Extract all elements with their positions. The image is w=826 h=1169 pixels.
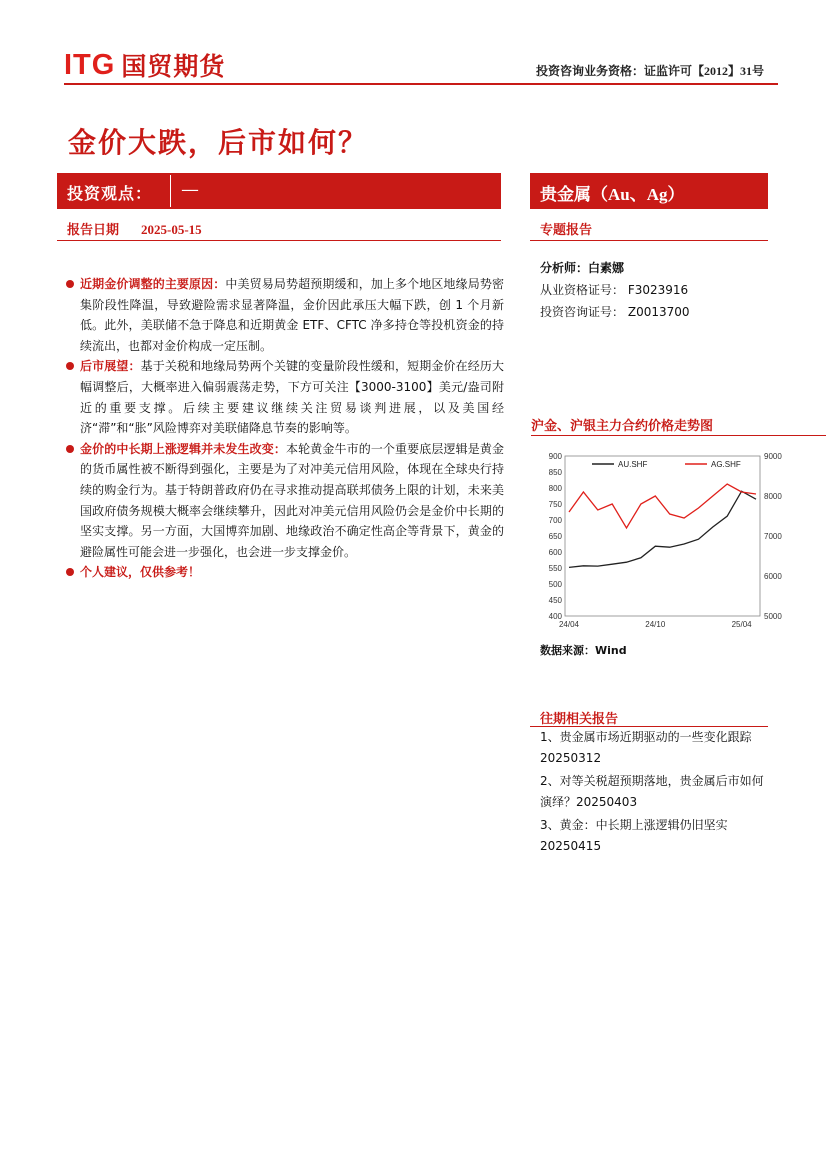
consult-value: Z0013700 — [627, 305, 690, 319]
series-line-ag-shf — [569, 484, 756, 528]
consult-line — [540, 301, 770, 323]
chart-title-divider — [531, 435, 826, 436]
point-heading: 金价的中长期上涨逻辑并未发生改变： — [80, 441, 286, 456]
related-reports-list — [540, 727, 770, 859]
bullet-dot-icon — [66, 362, 74, 370]
y-right-tick-label: 5000 — [764, 612, 782, 621]
analyst-name: 分析师：白素娜 — [540, 261, 625, 275]
price-chart — [530, 446, 780, 636]
series-line-au-shf — [569, 491, 756, 567]
chart-source: 数据来源：Wind — [540, 644, 627, 657]
x-tick-label: 24/10 — [645, 620, 666, 629]
x-tick-label: 25/04 — [731, 620, 752, 629]
qualification-line — [540, 279, 770, 301]
y-left-tick-label: 400 — [548, 612, 562, 621]
related-reports-title: 往期相关报告 — [540, 711, 619, 726]
related-report-item: 3、黄金：中长期上涨逻辑仍旧坚实 20250415 — [540, 818, 728, 853]
license-text: 投资咨询业务资格：证监许可【2012】31号 — [535, 64, 764, 78]
point-body: 中美贸易局势超预期缓和，加上多个地区地缘局势密集阶段性降温，导致避险需求显著降温，金价因此承压大幅下跌，创 1 个月新低。此外，美联储不急于降息和近期黄金 ETF、CFTC 净多持仓等投机资金的持续流出，也都对金价构成一定压制。 — [80, 277, 504, 353]
investment-view-sub: — — [182, 181, 198, 198]
y-right-tick-label: 8000 — [764, 492, 782, 501]
logo-en: ITG — [64, 48, 116, 81]
analyst-info — [540, 257, 770, 323]
point-item — [64, 274, 504, 356]
bullet-dot-icon — [66, 568, 74, 576]
category-label: 贵金属（Au、Ag） — [540, 185, 685, 204]
point-body: 本轮黄金牛市的一个重要底层逻辑是黄金的货币属性被不断得到强化，主要是为了对冲美元信用风险，体现在全球央行持续的购金行为。基于特朗普政府仍在寻求推动提高联邦债务上限的计划，未来美国政府债务规模大概率会继续攀升，因此对冲美元信用风险仍会是金价中长期的坚实支撑。另一方面，大国博弈加剧、地缘政治不确定性高企等背景下，黄金的避险属性可能会进一步强化，也会进一步支撑金价。 — [80, 441, 504, 559]
left-divider — [57, 240, 501, 241]
bullet-dot-icon — [66, 445, 74, 453]
investment-view-banner — [57, 173, 501, 209]
y-left-tick-label: 500 — [548, 580, 562, 589]
y-left-tick-label: 550 — [548, 564, 562, 573]
report-date-value: 2025-05-15 — [141, 222, 202, 237]
y-right-tick-label: 6000 — [764, 572, 782, 581]
point-heading: 近期金价调整的主要原因： — [80, 277, 226, 291]
category-banner — [530, 173, 768, 209]
point-heading: 后市展望： — [80, 359, 141, 374]
y-left-tick-label: 450 — [548, 596, 562, 605]
related-report-item: 2、对等关税超预期落地，贵金属后市如何演绎？20250403 — [540, 774, 764, 809]
y-left-tick-label: 600 — [548, 548, 562, 557]
report-type: 专题报告 — [540, 222, 593, 237]
point-item — [64, 356, 504, 438]
report-date-label: 报告日期 — [67, 222, 120, 237]
company-logo — [64, 50, 225, 80]
chart-title: 沪金、沪银主力合约价格走势图 — [531, 418, 714, 433]
qualification-label: 从业资格证号： — [540, 283, 625, 297]
banner-separator — [170, 175, 171, 207]
header-divider — [64, 83, 778, 85]
point-item — [64, 562, 504, 583]
related-report-item: 1、贵金属市场近期驱动的一些变化跟踪 20250312 — [540, 730, 752, 765]
legend-label: AG.SHF — [711, 460, 741, 469]
consult-label: 投资咨询证号： — [540, 305, 625, 319]
y-left-tick-label: 800 — [548, 484, 562, 493]
legend-label: AU.SHF — [618, 460, 648, 469]
y-left-tick-label: 650 — [548, 532, 562, 541]
right-divider — [530, 240, 768, 241]
y-left-tick-label: 700 — [548, 516, 562, 525]
plot-frame — [565, 456, 760, 616]
point-item — [64, 439, 504, 563]
bullet-dot-icon — [66, 280, 74, 288]
logo-cn: 国贸期货 — [121, 52, 226, 81]
x-tick-label: 24/04 — [558, 620, 580, 629]
point-heading: 个人建议，仅供参考！ — [80, 565, 201, 580]
y-left-tick-label: 750 — [548, 500, 562, 509]
key-points — [64, 274, 504, 583]
y-right-tick-label: 9000 — [764, 452, 782, 461]
report-date — [67, 219, 202, 238]
y-right-tick-label: 7000 — [764, 532, 782, 541]
point-body: 基于关税和地缘局势两个关键的变量阶段性缓和，短期金价在经历大幅调整后，大概率进入偏弱震荡走势，下方可关注【3000-3100】美元/盎司附近的重要支撑。后续主要建议继续关注贸易谈判进展，以及美国经济“滞”和“胀”风险博弈对美联储降息节奏的影响等。 — [80, 359, 504, 436]
y-left-tick-label: 900 — [548, 452, 562, 461]
investment-view-label: 投资观点： — [67, 186, 153, 203]
report-title: 金价大跌，后市如何？ — [68, 128, 369, 159]
y-left-tick-label: 850 — [548, 468, 562, 477]
qualification-value: F3023916 — [627, 283, 689, 297]
